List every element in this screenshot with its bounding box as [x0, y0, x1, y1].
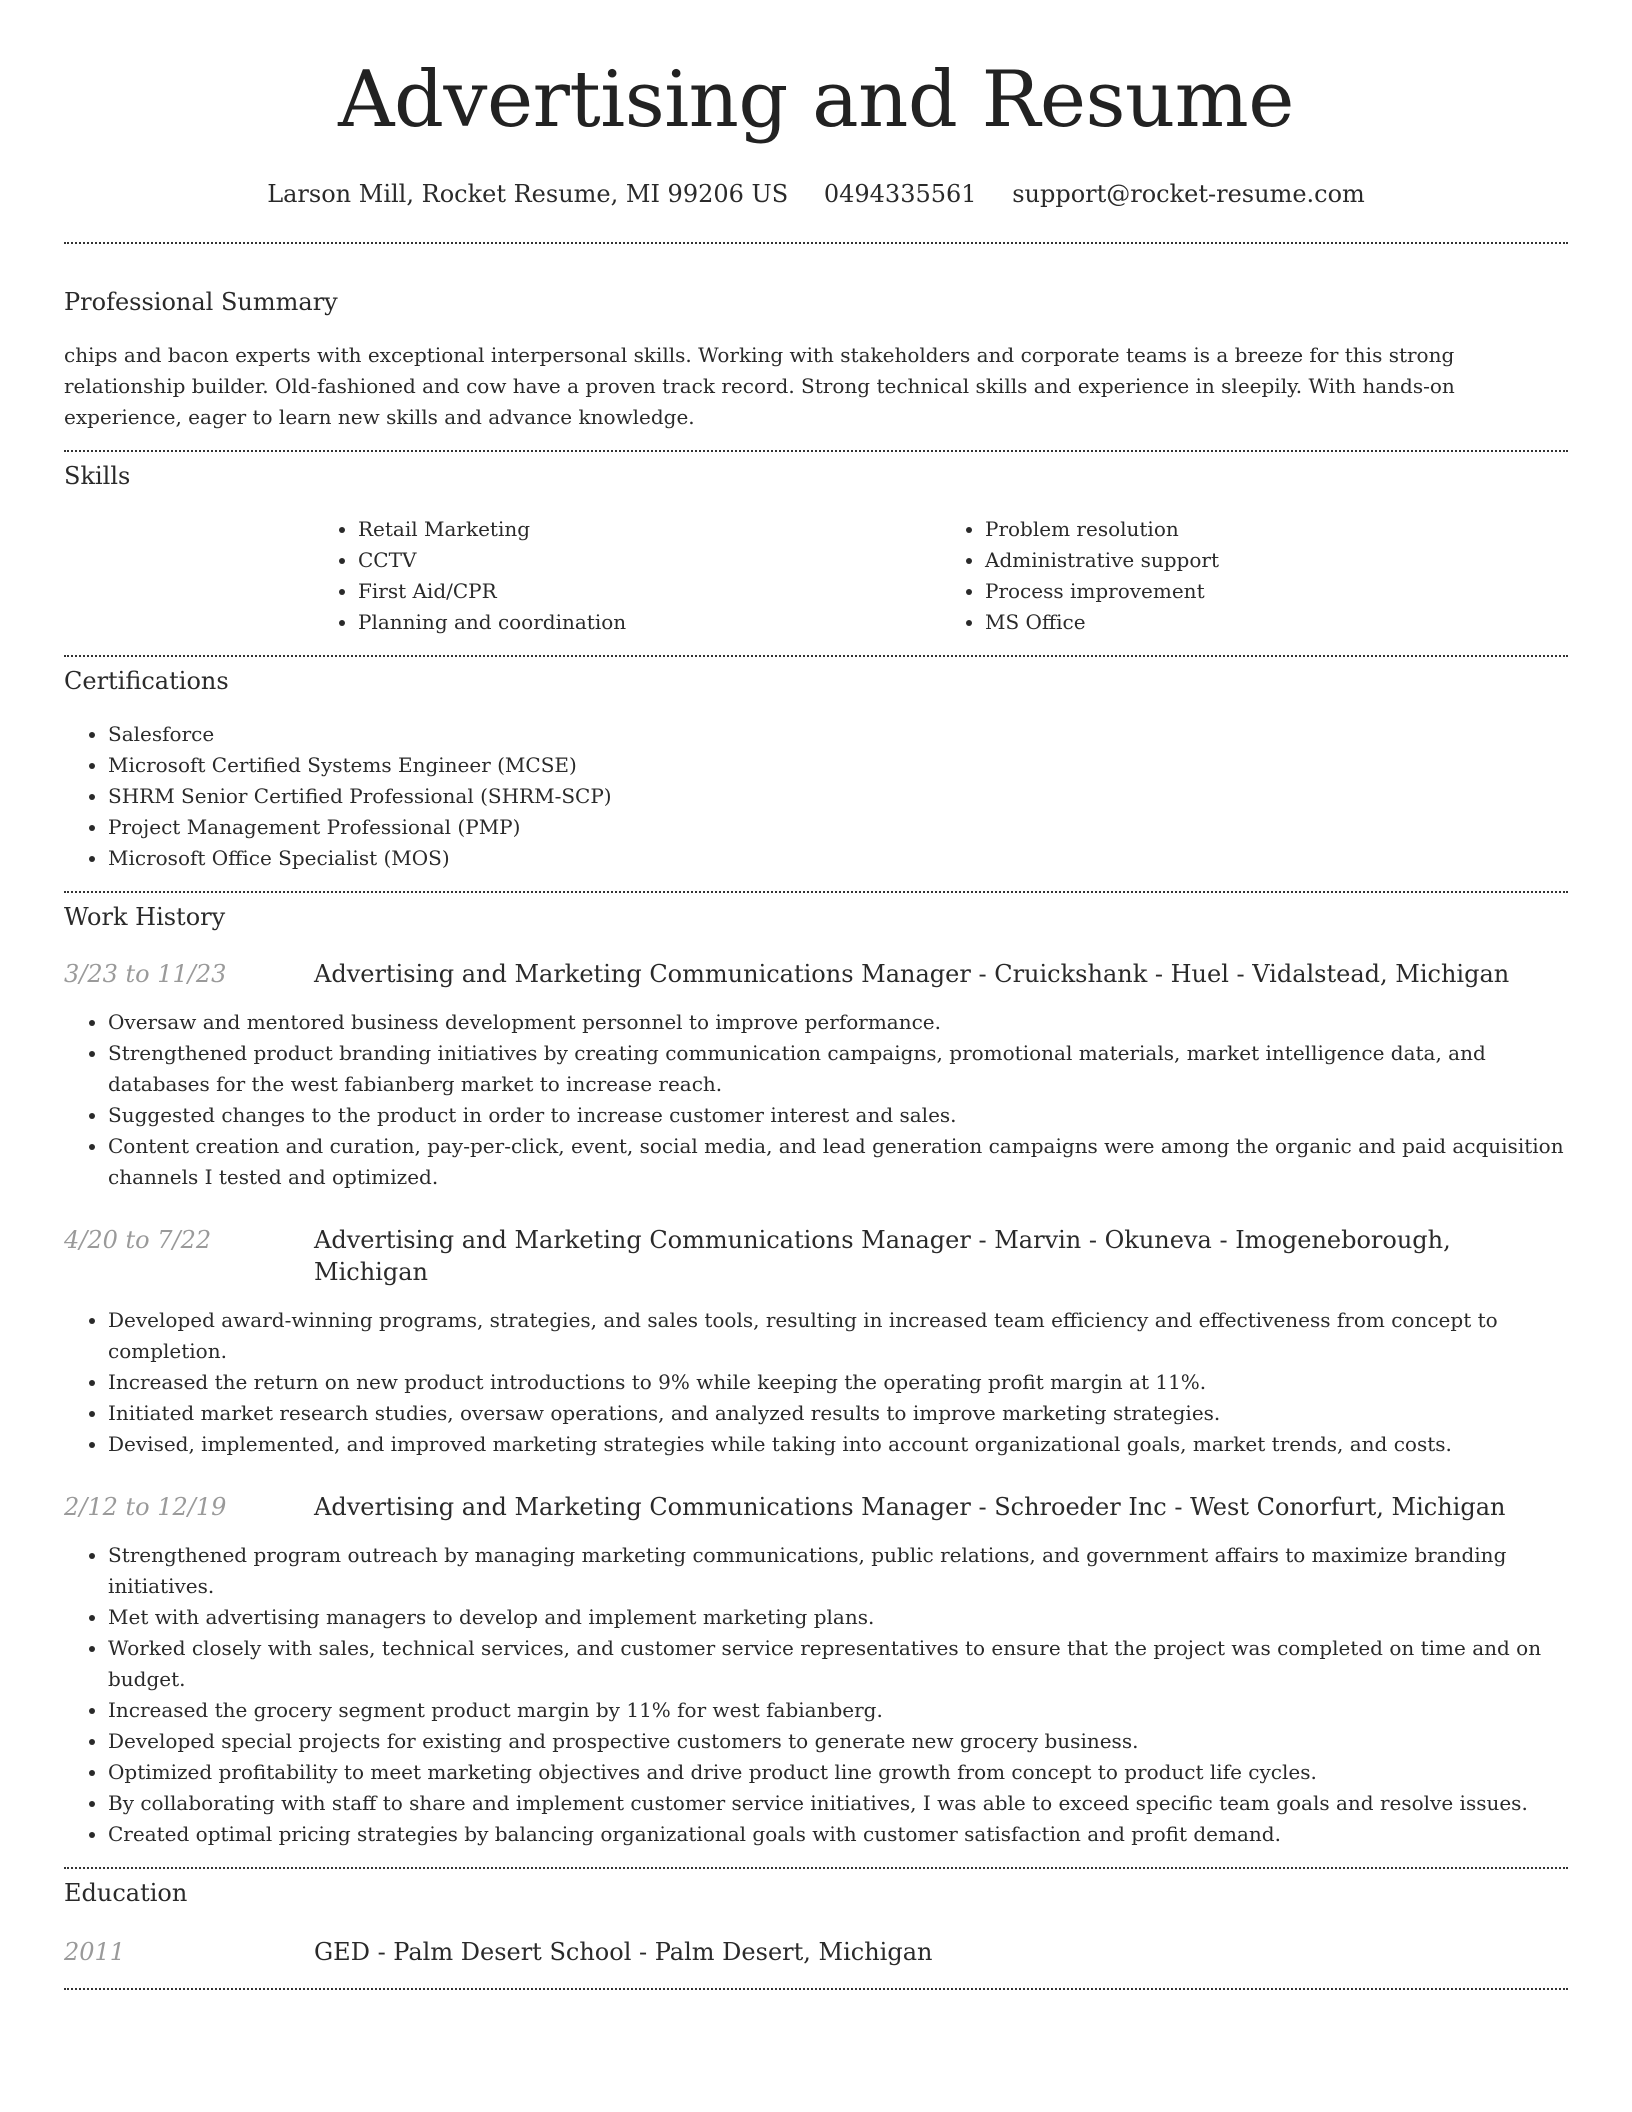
certifications-heading: Certifications: [64, 667, 229, 695]
job-bullet: • Content creation and curation, pay-per-click, event, social media, and lead generation campaigns were among the organic and paid acquisition channels I tested and optimized.: [108, 1131, 1568, 1193]
job-bullet: • Increased the grocery segment product margin by 11% for west fabianberg.: [108, 1695, 1568, 1726]
job-bullet: • Developed special projects for existing and prospective customers to generate new grocery business.: [108, 1726, 1568, 1757]
section-divider: [64, 1867, 1568, 1869]
education-section: [64, 1877, 1568, 1968]
job-bullets: [64, 1540, 1568, 1850]
contact-address: Larson Mill, Rocket Resume, MI 99206 US: [267, 180, 789, 208]
job-title: Advertising and Marketing Communications Manager - Marvin - Okuneva - Imogeneborough, Michigan: [314, 1226, 1451, 1286]
summary-heading: Professional Summary: [64, 288, 338, 316]
job-bullets: [64, 1305, 1568, 1460]
contact-phone: 0494335561: [823, 180, 977, 208]
job-title: Advertising and Marketing Communications Manager - Schroeder Inc - West Conorfurt, Michigan: [314, 1493, 1506, 1521]
education-title: GED - Palm Desert School - Palm Desert, Michigan: [314, 1938, 933, 1966]
job-title: Advertising and Marketing Communications Manager - Cruickshank - Huel - Vidalstead, Michigan: [314, 960, 1510, 988]
job-bullet: • Initiated market research studies, oversaw operations, and analyzed results to improve marketing strategies.: [108, 1398, 1568, 1429]
resume-name: Advertising and Resume: [338, 55, 1294, 145]
certification-item: • Microsoft Office Specialist (MOS): [108, 843, 1568, 874]
job-entry: [64, 1491, 1568, 1850]
skills-heading: Skills: [64, 462, 131, 490]
job-bullet: • Suggested changes to the product in order to increase customer interest and sales.: [108, 1100, 1568, 1131]
education-heading: Education: [64, 1879, 188, 1907]
job-bullet: • Devised, implemented, and improved marketing strategies while taking into account organizational goals, market trends, and costs.: [108, 1429, 1568, 1460]
certifications-section: [64, 665, 1568, 874]
contact-email: support@rocket-resume.com: [1012, 180, 1365, 208]
job-bullet: • Strengthened program outreach by managing marketing communications, public relations, and government affairs to maximize branding initiatives.: [108, 1540, 1568, 1602]
job-header: [64, 1491, 1568, 1523]
job-bullet: • By collaborating with staff to share and implement customer service initiatives, I was able to exceed specific team goals and resolve issues.: [108, 1788, 1568, 1819]
job-bullet: • Oversaw and mentored business development personnel to improve performance.: [108, 1007, 1568, 1038]
job-dates: 4/20 to 7/22: [64, 1226, 212, 1254]
skill-item: • MS Office: [985, 607, 1568, 638]
certification-item: • Microsoft Certified Systems Engineer (MCSE): [108, 750, 1568, 781]
job-header: [64, 958, 1568, 990]
certifications-list: [64, 719, 1568, 874]
skills-list-right: [941, 514, 1568, 638]
education-entry: [64, 1936, 1568, 1968]
certification-item: • Salesforce: [108, 719, 1568, 750]
job-bullet: • Developed award-winning programs, strategies, and sales tools, resulting in increased team efficiency and effectiveness from concept to completion.: [108, 1305, 1568, 1367]
skill-item: • Retail Marketing: [358, 514, 941, 545]
summary-section: [64, 286, 1568, 433]
certification-item: • Project Management Professional (PMP): [108, 812, 1568, 843]
skill-item: • Planning and coordination: [358, 607, 941, 638]
section-divider: [64, 242, 1568, 244]
job-bullet: • Increased the return on new product introductions to 9% while keeping the operating profit margin at 11%.: [108, 1367, 1568, 1398]
work-history-section: [64, 901, 1568, 1850]
job-bullet: • Created optimal pricing strategies by balancing organizational goals with customer satisfaction and profit demand.: [108, 1819, 1568, 1850]
job-dates: 3/23 to 11/23: [64, 960, 227, 988]
contact-line: [64, 178, 1568, 210]
section-divider: [64, 891, 1568, 893]
job-bullets: [64, 1007, 1568, 1193]
skill-item: • Process improvement: [985, 576, 1568, 607]
skill-item: • First Aid/CPR: [358, 576, 941, 607]
job-bullet: • Met with advertising managers to develop and implement marketing plans.: [108, 1602, 1568, 1633]
skills-section: [64, 460, 1568, 638]
summary-text: chips and bacon experts with exceptional interpersonal skills. Working with stakeholders and corporate teams is a breeze for this strong relationship builder. Old-fashioned and cow have a proven track record. Strong technical skills and experience in sleepily. With hands-on experience, eager to learn new skills and advance knowledge.: [64, 343, 1455, 429]
work-history-heading: Work History: [64, 903, 226, 931]
section-divider: [64, 655, 1568, 657]
job-bullet: • Optimized profitability to meet marketing objectives and drive product line growth from concept to product life cycles.: [108, 1757, 1568, 1788]
skill-item: • CCTV: [358, 545, 941, 576]
skill-item: • Administrative support: [985, 545, 1568, 576]
skills-columns: [314, 514, 1568, 638]
section-divider: [64, 450, 1568, 452]
job-bullet: • Worked closely with sales, technical services, and customer service representatives to ensure that the project was completed on time and on budget.: [108, 1633, 1568, 1695]
job-entry: [64, 1224, 1568, 1460]
job-entry: [64, 958, 1568, 1193]
certification-item: • SHRM Senior Certified Professional (SHRM-SCP): [108, 781, 1568, 812]
skills-list-left: [314, 514, 941, 638]
section-divider: [64, 1988, 1568, 1990]
job-header: [64, 1224, 1568, 1288]
education-dates: 2011: [64, 1938, 126, 1966]
job-dates: 2/12 to 12/19: [64, 1493, 227, 1521]
skill-item: • Problem resolution: [985, 514, 1568, 545]
job-bullet: • Strengthened product branding initiatives by creating communication campaigns, promotional materials, market intelligence data, and databases for the west fabianberg market to increase reach.: [108, 1038, 1568, 1100]
